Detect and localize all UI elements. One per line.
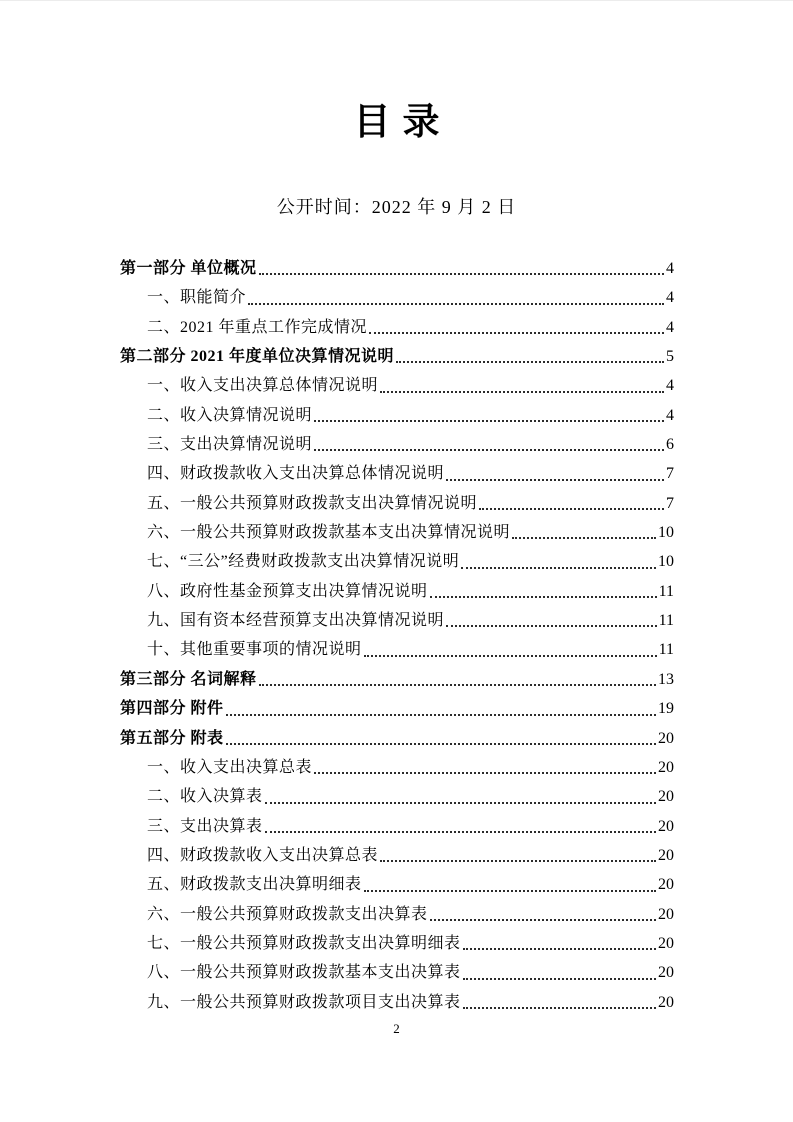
toc-dot-leader <box>428 900 658 929</box>
publish-time: 公开时间：2022 年 9 月 2 日 <box>276 197 517 217</box>
toc-entry-label[interactable]: 六、一般公共预算财政拨款支出决算表 <box>147 905 428 923</box>
toc-entry[interactable] <box>120 401 674 430</box>
toc-entry[interactable] <box>120 900 674 929</box>
toc-entry-label[interactable]: 第二部分 2021 年度单位决算情况说明 <box>120 348 395 366</box>
toc-entry-page[interactable]: 20 <box>658 817 674 835</box>
toc-entry-label[interactable]: 一、收入支出决算总体情况说明 <box>147 377 379 395</box>
toc-entry-label[interactable]: 二、收入决算情况说明 <box>147 406 313 424</box>
toc-entry-page[interactable]: 20 <box>658 729 674 747</box>
toc-entry[interactable] <box>120 518 674 547</box>
toc-entry-label[interactable]: 九、国有资本经营预算支出决算情况说明 <box>147 612 445 630</box>
toc-entry-page[interactable]: 7 <box>666 494 674 512</box>
toc-entry[interactable] <box>120 635 674 664</box>
toc-entry-page[interactable]: 10 <box>658 553 674 571</box>
toc-dot-leader <box>459 547 658 576</box>
toc-entry[interactable] <box>120 254 674 283</box>
toc-entry-page[interactable]: 11 <box>658 582 674 600</box>
toc-entry-page[interactable]: 20 <box>658 905 674 923</box>
toc-entry-label[interactable]: 五、一般公共预算财政拨款支出决算情况说明 <box>147 494 478 512</box>
toc-entry-page[interactable]: 6 <box>666 436 674 454</box>
toc-entry[interactable] <box>120 489 674 518</box>
toc-entry[interactable] <box>120 753 674 782</box>
toc-dot-leader <box>444 606 659 635</box>
toc-dot-leader <box>461 958 658 987</box>
footer-page-number: 2 <box>393 1021 400 1036</box>
toc-entry[interactable] <box>120 313 674 342</box>
toc-entry-page[interactable]: 20 <box>658 934 674 952</box>
toc-entry[interactable] <box>120 812 674 841</box>
toc-entry-page[interactable]: 7 <box>666 465 674 483</box>
toc-entry-label[interactable]: 第四部分 附件 <box>120 700 224 718</box>
toc-dot-leader <box>312 430 666 459</box>
toc-entry-label[interactable]: 一、职能简介 <box>147 289 247 307</box>
toc-dot-leader <box>461 929 658 958</box>
toc-entry-label[interactable]: 第三部分 名词解释 <box>120 670 257 688</box>
document-title: 目录 <box>353 101 452 142</box>
toc-entry-page[interactable]: 4 <box>666 318 674 336</box>
toc-entry[interactable] <box>120 929 674 958</box>
toc-entry-page[interactable]: 20 <box>658 993 674 1011</box>
toc-list <box>120 254 674 1017</box>
toc-dot-leader <box>428 577 659 606</box>
toc-entry-page[interactable]: 20 <box>658 788 674 806</box>
toc-dot-leader <box>257 665 658 694</box>
toc-entry-page[interactable]: 11 <box>658 612 674 630</box>
toc-entry[interactable] <box>120 870 674 899</box>
toc-entry-label[interactable]: 五、财政拨款支出决算明细表 <box>147 876 362 894</box>
toc-dot-leader <box>378 371 666 400</box>
toc-entry-page[interactable]: 20 <box>658 964 674 982</box>
toc-entry[interactable] <box>120 782 674 811</box>
toc-entry[interactable] <box>120 342 674 371</box>
toc-entry-page[interactable]: 4 <box>666 289 674 307</box>
toc-dot-leader <box>461 988 658 1017</box>
toc-entry[interactable] <box>120 988 674 1017</box>
toc-entry-page[interactable]: 4 <box>666 260 674 277</box>
toc-entry[interactable] <box>120 606 674 635</box>
toc-entry-label[interactable]: 三、支出决算情况说明 <box>147 436 313 454</box>
toc-entry[interactable] <box>120 841 674 870</box>
toc-entry-label[interactable]: 三、支出决算表 <box>147 817 263 835</box>
toc-entry-label[interactable]: 第一部分 单位概况 <box>120 260 257 277</box>
toc-entry[interactable] <box>120 371 674 400</box>
toc-entry-page[interactable]: 5 <box>666 348 674 366</box>
toc-entry-page[interactable]: 20 <box>658 846 674 864</box>
toc-entry-label[interactable]: 八、政府性基金预算支出决算情况说明 <box>147 582 428 600</box>
toc-entry-label[interactable]: 四、财政拨款收入支出决算总体情况说明 <box>147 465 445 483</box>
toc-dot-leader <box>394 342 666 371</box>
toc-entry[interactable] <box>120 430 674 459</box>
toc-dot-leader <box>378 841 658 870</box>
toc-entry[interactable] <box>120 694 674 723</box>
toc-entry-label[interactable]: 第五部分 附表 <box>120 729 224 747</box>
toc-dot-leader <box>312 753 658 782</box>
toc-entry-page[interactable]: 4 <box>666 406 674 424</box>
toc-dot-leader <box>477 489 666 518</box>
toc-entry[interactable] <box>120 724 674 753</box>
toc-entry-label[interactable]: 七、一般公共预算财政拨款支出决算明细表 <box>147 934 461 952</box>
toc-entry[interactable] <box>120 958 674 987</box>
toc-entry-page[interactable]: 10 <box>658 524 674 542</box>
toc-dot-leader <box>263 812 658 841</box>
toc-entry-page[interactable]: 20 <box>658 876 674 894</box>
toc-entry[interactable] <box>120 547 674 576</box>
toc-entry-label[interactable]: 七、“三公”经费财政拨款支出决算情况说明 <box>147 553 460 571</box>
toc-entry-page[interactable]: 20 <box>658 758 674 776</box>
toc-entry-label[interactable]: 四、财政拨款收入支出决算总表 <box>147 846 379 864</box>
toc-entry[interactable] <box>120 665 674 694</box>
toc-entry-label[interactable]: 六、一般公共预算财政拨款基本支出决算情况说明 <box>147 524 511 542</box>
toc-dot-leader <box>312 401 666 430</box>
toc-entry[interactable] <box>120 459 674 488</box>
toc-entry-label[interactable]: 九、一般公共预算财政拨款项目支出决算表 <box>147 993 461 1011</box>
toc-entry-label[interactable]: 八、一般公共预算财政拨款基本支出决算表 <box>147 964 461 982</box>
toc-dot-leader <box>362 870 658 899</box>
toc-entry[interactable] <box>120 577 674 606</box>
toc-entry-page[interactable]: 19 <box>658 700 674 718</box>
toc-entry[interactable] <box>120 283 674 312</box>
toc-dot-leader <box>224 724 658 753</box>
toc-entry-label[interactable]: 二、2021 年重点工作完成情况 <box>147 318 368 336</box>
toc-dot-leader <box>444 459 666 488</box>
toc-dot-leader <box>510 518 658 547</box>
toc-entry-label[interactable]: 一、收入支出决算总表 <box>147 758 313 776</box>
toc-dot-leader <box>257 254 666 283</box>
toc-dot-leader <box>367 313 666 342</box>
toc-entry-page[interactable]: 13 <box>658 670 674 688</box>
toc-entry-label[interactable]: 十、其他重要事项的情况说明 <box>147 641 362 659</box>
toc-dot-leader <box>362 635 659 664</box>
toc-entry-label[interactable]: 二、收入决算表 <box>147 788 263 806</box>
toc-entry-page[interactable]: 11 <box>658 641 674 659</box>
toc-dot-leader <box>224 694 658 723</box>
toc-dot-leader <box>246 283 666 312</box>
toc-dot-leader <box>263 782 658 811</box>
toc-entry-page[interactable]: 4 <box>666 377 674 395</box>
